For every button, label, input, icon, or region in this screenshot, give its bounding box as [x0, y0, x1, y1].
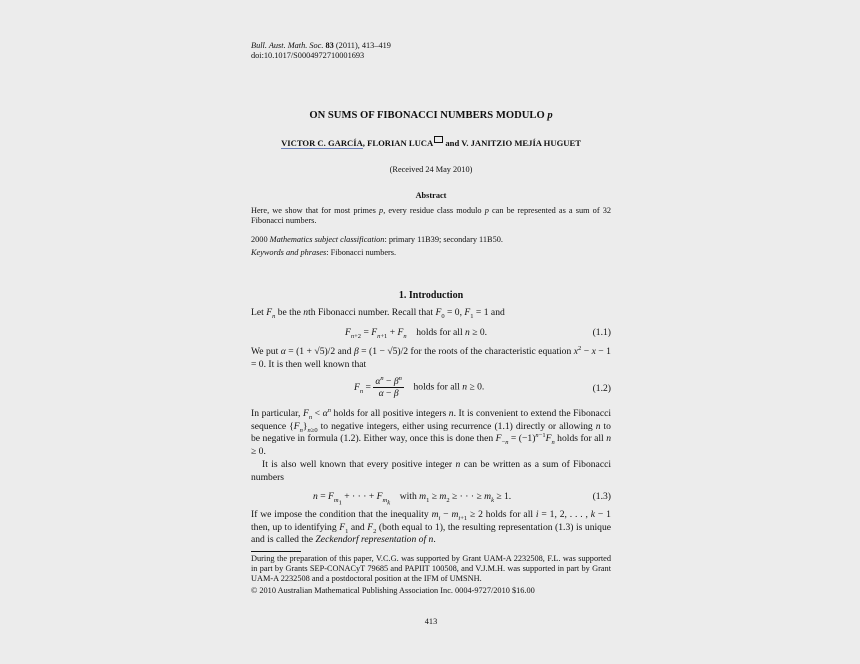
equation-1-1-body: $F_{n+2} = F_{n+1} + F_n$ holds for all n ≥ 0. [345, 327, 488, 340]
paper-title-variable: p [547, 110, 553, 121]
paragraph-5: If we impose the condition that the inequality $m_i - m_{i+1} \ge 2$ holds for all i = 1, 2, . . . , k − 1 then, up to identifying $F_1$ and $F_2$ (both equal to 1), the resulting representation (1.3) is unique and is called the Zeckendorf representation of n. [251, 509, 612, 546]
author-link-garcia[interactable]: VICTOR C. GARCÍA [281, 138, 363, 148]
equation-1-3-body: $n = F_{m_1}$ + · · · + $F_{m_k}$ with $m_1 \ge m_2$ ≥ · · · ≥ $m_k \ge 1$. [313, 491, 512, 507]
paper-title [251, 110, 611, 121]
classification-label: Mathematics subject classification [269, 235, 385, 244]
equation-1-1-number: (1.1) [592, 327, 611, 338]
equation-1-2-number: (1.2) [592, 383, 611, 394]
p1-text: th Fibonacci number. Recall that [308, 307, 436, 318]
paragraph-3: In particular, $F_n < \alpha^n$ holds for all positive integers n. It is convenient to extend the Fibonacci sequence $\{F_n\}_{n\ge 0}$ to negative integers, either using recurrence (1.1) directly or allowing n to be negative in formula (1.2). Either way, once this is done then $F_{-n} = (-1)^{n-1}F_n$ holds for all n ≥ 0. [251, 406, 612, 457]
p3-text: . It is convenient to extend the Fibonacci sequence [251, 408, 612, 432]
received-date: (Received 24 May 2010) [389, 165, 473, 174]
equation-1-3 [251, 491, 611, 507]
p3-text: holds for all positive integers [330, 408, 449, 419]
equation-1-2 [251, 376, 611, 402]
classification-year: 2000 [251, 235, 270, 244]
author-rest: and V. JANITZIO MEJÍA HUGUET [443, 138, 581, 148]
copyright-line: © 2010 Australian Mathematical Publishing Association Inc. 0004-9727/2010 $16.00 [251, 586, 535, 595]
p5-text: and [348, 521, 368, 533]
equation-1-2-body: $F_n$ = $\frac{\alpha^n - \beta^n}{\alpha - \beta}$ holds for all n ≥ 0. [354, 374, 485, 399]
equation-1-1-condition: holds for all [416, 327, 466, 338]
footnote-rule [251, 551, 301, 552]
paper-title-text: ON SUMS OF FIBONACCI NUMBERS MODULO [309, 110, 545, 121]
p1-text: Let [251, 307, 267, 318]
equation-1-3-condition: with [399, 491, 420, 502]
section-heading: 1. Introduction [398, 290, 464, 301]
abstract-part: can be represented as a sum of 32 Fibonacci numbers. [251, 206, 611, 225]
p3-text: to negative integers, either using recurrence (1.1) directly or allowing [317, 420, 596, 432]
p5-text: . [433, 534, 436, 546]
abstract-part: Here, we show that for most primes [251, 206, 380, 215]
p1-text: be the [275, 307, 304, 318]
paragraph-4: It is also well known that every positive integer n can be written as a sum of Fibonacci numbers [251, 459, 611, 483]
keywords-label: Keywords and phrases [251, 248, 327, 257]
page-number: 413 [424, 617, 438, 626]
journal-year-pages: (2011), 413–419 [335, 41, 391, 50]
author-luca: , FLORIAN LUCA [362, 138, 434, 148]
p2-text: and [335, 346, 354, 357]
p1-text: and [488, 307, 505, 318]
paragraph-2: We put α = (1 + √5)/2 and β = (1 − √5)/2 for the roots of the characteristic equation $x^2 - x - 1 = 0$. It is then well known that [251, 344, 611, 370]
journal-name: Bull. Aust. Math. Soc. [251, 41, 324, 50]
p4-text: It is also well known that every positive integer [262, 459, 456, 470]
classification-value: : primary 11B39; secondary 11B50. [384, 235, 503, 244]
abstract-text: Here, we show that for most primes p, every residue class modulo p can be represented as a sum of 32 Fibonacci numbers. [251, 206, 611, 225]
classification [251, 235, 611, 245]
p2-text: We put [251, 346, 281, 357]
p4-text: can be written as a sum of Fibonacci numbers [251, 459, 611, 483]
footnote-text: During the preparation of this paper, V.C.G. was supported by Grant UAM-A 2232508, F.L. was supported in part by Grants SEP-CONACyT 79685 and PAPIIT 100508, and V.J.M.H. was supported in part by Grant UAM-A 2232508 and a postdoctoral position at the IFM of UMSNH. [251, 554, 611, 583]
p5-zeckendorf: Zeckendorf representation of n [315, 534, 434, 546]
abstract-heading: Abstract [415, 191, 447, 200]
p5-text: If we impose the condition that the inequality [251, 509, 432, 520]
journal-citation [251, 41, 391, 51]
p3-text: to be negative in formula (1.2). Either way, once this is done then [251, 420, 611, 445]
equation-1-2-condition: holds for all [413, 381, 463, 393]
p2-text: for the roots of the characteristic equation [408, 346, 574, 357]
keywords-value: : Fibonacci numbers. [326, 248, 397, 257]
p5-text: then, up to identifying [251, 521, 340, 533]
journal-doi[interactable]: doi:10.1017/S0004972710001693 [251, 51, 365, 60]
p5-text: (both equal to 1), the resulting representation (1.3) is unique and is called the [251, 521, 612, 546]
paragraph-1: Let $F_n$ be the nth Fibonacci number. Recall that $F_0 = 0$, $F_1 = 1$ and [251, 307, 505, 320]
journal-volume: 83 [325, 41, 334, 50]
p5-text: holds for all [482, 509, 536, 520]
authors-line [251, 138, 611, 148]
equation-1-1 [251, 327, 611, 339]
p3-text: holds for all [554, 433, 607, 445]
p2-text: . It is then well known that [263, 358, 367, 370]
envelope-icon[interactable] [434, 136, 443, 143]
p3-text: In particular, [251, 408, 303, 419]
equation-1-3-number: (1.3) [592, 491, 611, 502]
abstract-part: , every residue class modulo [383, 206, 485, 215]
keywords [251, 248, 611, 258]
